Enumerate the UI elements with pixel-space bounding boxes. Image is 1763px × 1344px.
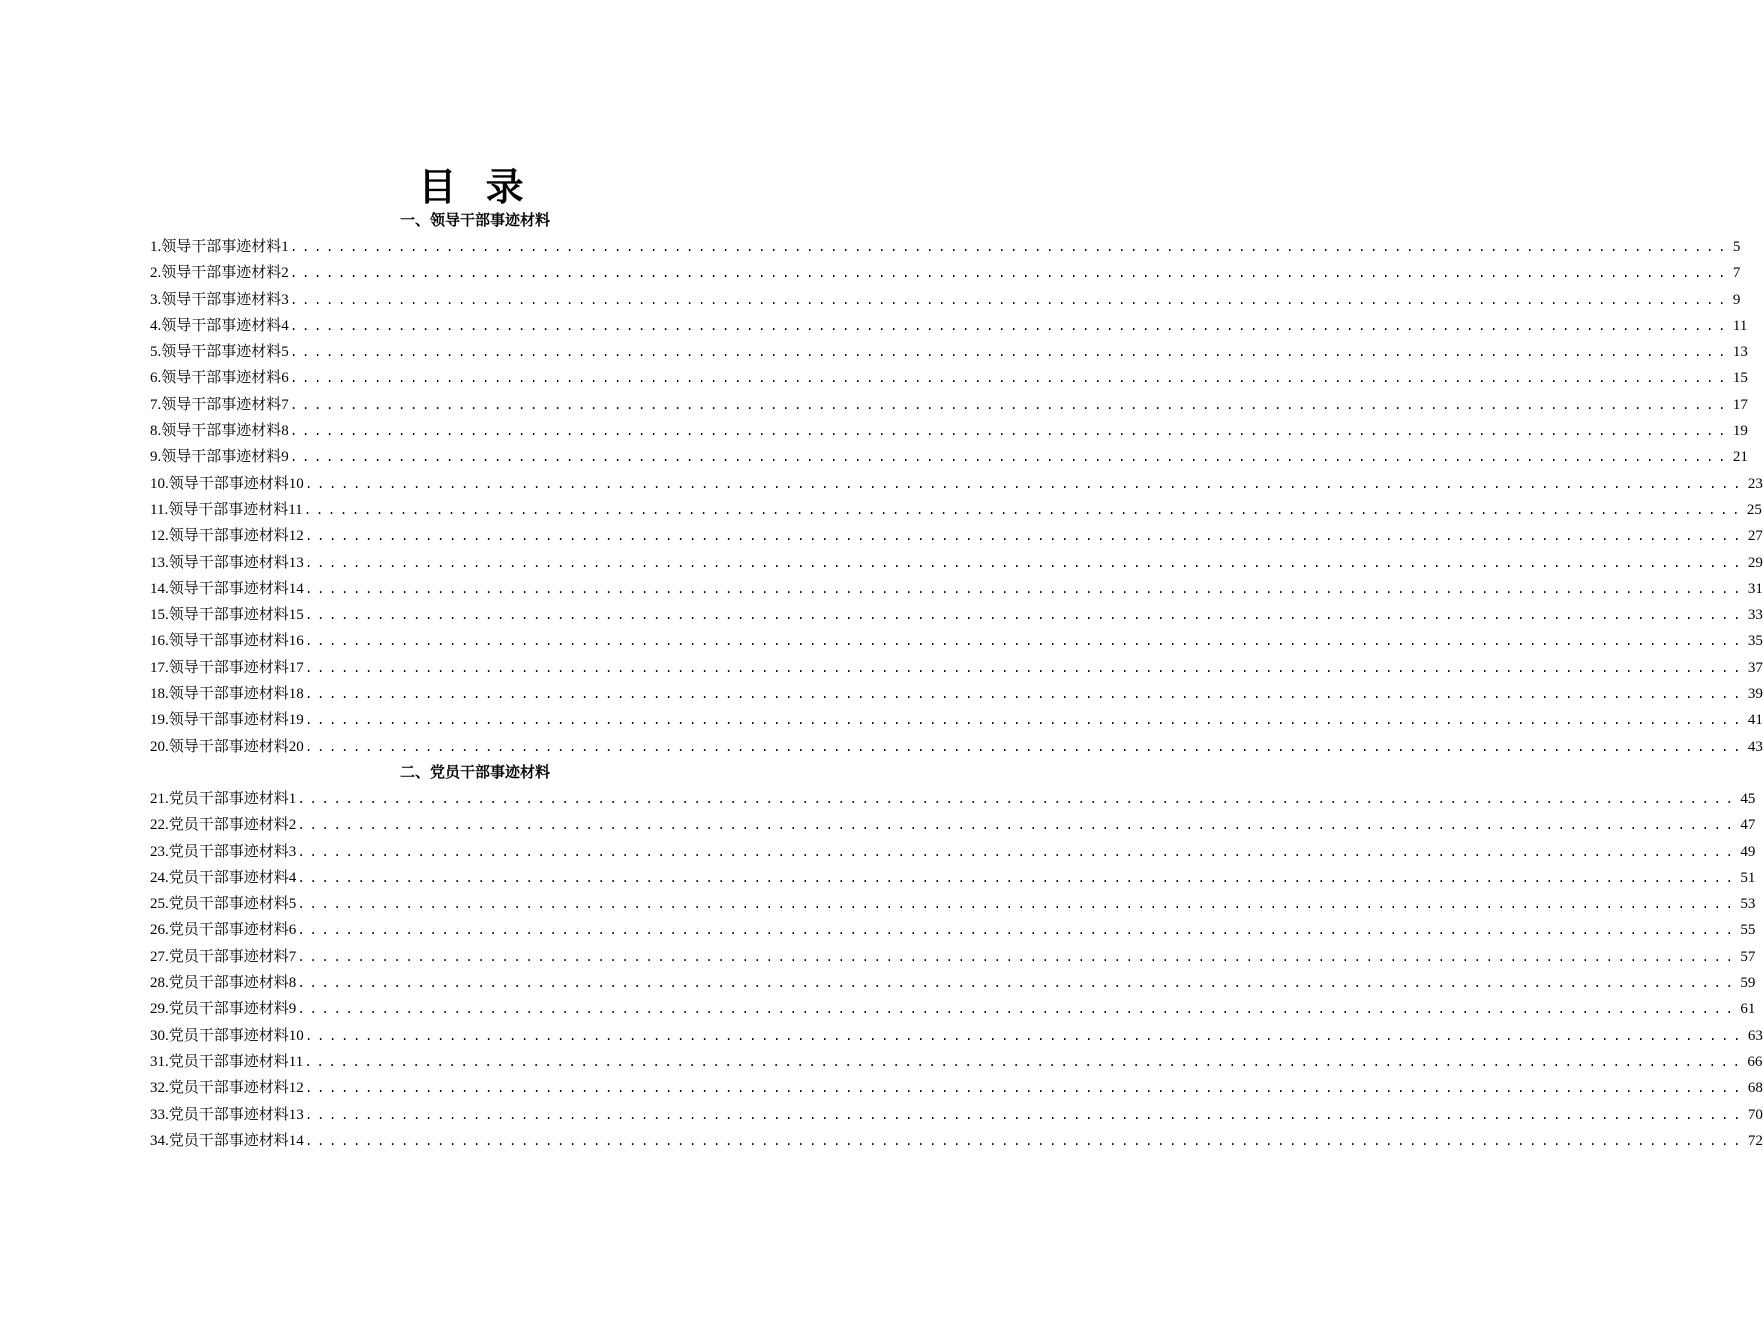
entry-title-index: 10 [288,475,304,492]
entry-title: 领导干部事迹材料 [168,473,289,492]
entry-number: 28. [150,975,169,992]
entry-number: 21. [150,791,169,807]
dot-leader: ........................................................................................................................ [303,502,1744,518]
dot-leader: ........................................................................................................................ [297,897,1738,913]
dot-leader: ........................................................................................................................ [297,1002,1738,1018]
entry-title: 党员干部事迹材料 [168,815,289,834]
entry-title-index: 12 [288,1080,304,1097]
section-heading-members: 二、党员干部事迹材料 [399,763,550,781]
dot-leader: ........................................................................................................................ [304,660,1745,676]
entry-title-index: 9 [281,449,289,466]
entry-page-number: 70 [1747,1106,1763,1123]
dot-leader: ........................................................................................................................ [304,634,1745,650]
entry-page-number: 27 [1747,528,1763,545]
entry-title: 党员干部事迹材料 [168,789,289,807]
entry-page-number: 43 [1747,738,1763,755]
toc-list-leaders [150,233,1763,759]
dot-leader: ........................................................................................................................ [289,371,1730,387]
entry-page-number: 31 [1747,580,1763,597]
entry-number: 3. [150,291,162,308]
entry-page-number: 13 [1732,344,1748,361]
entry-number: 23. [150,843,169,860]
entry-page-number: 17 [1732,396,1748,413]
entry-number: 24. [150,869,169,886]
entry-title: 领导干部事迹材料 [168,736,289,755]
toc-entry[interactable] [150,864,1756,890]
toc-entry[interactable] [150,575,1763,601]
entry-page-number: 7 [1732,265,1741,282]
dot-leader: ........................................................................................................................ [297,923,1738,939]
entry-number: 26. [150,922,169,939]
dot-leader: ........................................................................................................................ [304,1133,1745,1149]
entry-page-number: 15 [1732,370,1748,387]
entry-title-index: 11 [288,1053,304,1070]
entry-title: 领导干部事迹材料 [168,499,289,518]
toc-entry[interactable] [150,601,1763,627]
entry-page-number: 61 [1740,1001,1756,1018]
dot-leader: ........................................................................................................................ [304,713,1745,729]
entry-title-index: 7 [288,948,297,965]
entry-page-number: 41 [1747,712,1763,729]
toc-entry[interactable] [150,890,1756,916]
entry-title: 领导干部事迹材料 [168,710,289,729]
toc-entry[interactable] [150,470,1763,496]
toc-entry[interactable] [150,1127,1763,1153]
entry-page-number: 49 [1740,843,1756,860]
entry-page-number: 9 [1732,291,1741,308]
entry-page-number: 11 [1732,317,1748,334]
entry-number: 6. [150,370,162,387]
dot-leader: ........................................................................................................................ [289,424,1730,440]
entry-number: 12. [150,528,169,545]
dot-leader: ........................................................................................................................ [297,792,1738,807]
entry-number: 31. [150,1053,169,1070]
entry-page-number: 63 [1747,1027,1763,1044]
entry-title: 党员干部事迹材料 [168,894,289,913]
entry-title: 领导干部事迹材料 [161,315,282,334]
dot-leader: ........................................................................................................................ [304,608,1745,624]
toc-entry[interactable] [150,995,1756,1021]
entry-page-number: 59 [1740,975,1756,992]
dot-leader: ........................................................................................................................ [304,1054,1745,1070]
toc-entry[interactable] [150,549,1763,575]
entry-title-index: 5 [281,344,289,361]
dot-leader: ........................................................................................................................ [289,397,1730,413]
entry-title: 党员干部事迹材料 [168,973,289,992]
entry-number: 27. [150,948,169,965]
entry-title: 领导干部事迹材料 [161,421,282,440]
toc-entry[interactable] [150,1048,1763,1074]
entry-title-index: 2 [288,817,297,834]
toc-entry[interactable] [150,364,1748,390]
entry-title-index: 10 [288,1027,304,1044]
entry-title-index: 2 [281,265,289,282]
entry-title-index: 6 [288,922,297,939]
dot-leader: ........................................................................................................................ [304,555,1745,571]
dot-leader: ........................................................................................................................ [304,476,1745,492]
entry-title: 党员干部事迹材料 [168,946,289,965]
entry-number: 33. [150,1106,169,1123]
dot-leader: ........................................................................................................................ [297,844,1738,860]
entry-page-number: 66 [1747,1053,1763,1070]
entry-page-number: 25 [1746,501,1762,518]
entry-title: 领导干部事迹材料 [168,684,289,703]
toc-entry[interactable] [150,969,1756,995]
entry-title-index: 13 [288,1106,304,1123]
entry-number: 34. [150,1132,169,1149]
toc-entry[interactable] [150,1022,1763,1048]
entry-number: 30. [150,1027,169,1044]
toc-entry[interactable] [150,627,1763,653]
dot-leader: ........................................................................................................................ [289,345,1730,361]
toc-entry[interactable] [150,706,1763,732]
dot-leader: ........................................................................................................................ [297,870,1738,886]
entry-number: 32. [150,1080,169,1097]
dot-leader: ........................................................................................................................ [304,529,1745,545]
entry-page-number: 21 [1732,449,1748,466]
dot-leader: ........................................................................................................................ [297,818,1738,834]
entry-title: 领导干部事迹材料 [161,342,282,361]
dot-leader: ........................................................................................................................ [304,1028,1745,1044]
entry-number: 13. [150,554,169,571]
toc-entry[interactable] [150,338,1748,364]
entry-number: 18. [150,686,169,703]
entry-title-index: 19 [288,712,304,729]
dot-leader: ........................................................................................................................ [289,266,1730,282]
entry-number: 4. [150,317,162,334]
toc-entry[interactable] [150,916,1756,942]
entry-number: 15. [150,607,169,624]
entry-title: 党员干部事迹材料 [168,1025,289,1044]
entry-title: 领导干部事迹材料 [168,578,289,597]
entry-page-number: 55 [1740,922,1756,939]
toc-entry[interactable] [150,417,1748,443]
toc-entry[interactable] [150,1101,1763,1127]
entry-title: 党员干部事迹材料 [168,867,289,886]
entry-title-index: 15 [288,607,304,624]
entry-title-index: 3 [281,291,289,308]
entry-number: 25. [150,896,169,913]
entry-title-index: 4 [288,869,297,886]
entry-title: 领导干部事迹材料 [161,394,282,413]
entry-title-index: 16 [288,633,304,650]
entry-title-index: 1 [288,791,297,807]
entry-number: 5. [150,344,162,361]
entry-number: 16. [150,633,169,650]
entry-number: 8. [150,423,162,440]
entry-title-index: 12 [288,528,304,545]
entry-title: 领导干部事迹材料 [168,526,289,545]
entry-title-index: 18 [288,686,304,703]
entry-page-number: 33 [1747,607,1763,624]
dot-leader: ........................................................................................................................ [297,949,1738,965]
entry-number: 29. [150,1001,169,1018]
entry-number: 20. [150,738,169,755]
entry-page-number: 72 [1747,1132,1763,1149]
entry-title-index: 5 [288,896,297,913]
toc-list-members [150,785,1763,1153]
dot-leader: ........................................................................................................................ [304,1081,1745,1097]
entry-title-index: 7 [281,396,289,413]
entry-title: 党员干部事迹材料 [168,1078,289,1097]
entry-title-index: 6 [281,370,289,387]
entry-number: 11. [150,501,169,518]
toc-entry[interactable] [150,680,1763,706]
entry-title-index: 3 [288,843,297,860]
entry-title: 党员干部事迹材料 [168,1051,289,1070]
entry-title: 领导干部事迹材料 [168,552,289,571]
dot-leader: ........................................................................................................................ [289,450,1730,466]
entry-title: 领导干部事迹材料 [168,605,289,624]
entry-page-number: 23 [1747,475,1763,492]
toc-entry[interactable] [150,286,1741,312]
entry-title-index: 11 [288,501,303,518]
entry-title: 领导干部事迹材料 [168,657,289,676]
entry-page-number: 51 [1740,869,1756,886]
entry-title-index: 4 [281,317,289,334]
entry-number: 2. [150,265,162,282]
entry-number: 1. [150,239,162,255]
dot-leader: ........................................................................................................................ [297,976,1738,992]
entry-number: 7. [150,396,162,413]
entry-title: 领导干部事迹材料 [168,631,289,650]
toc-entry[interactable] [150,391,1748,417]
entry-title: 党员干部事迹材料 [168,1104,289,1123]
entry-title: 党员干部事迹材料 [168,920,289,939]
entry-number: 10. [150,475,169,492]
section-heading-leaders: 一、领导干部事迹材料 [399,211,550,229]
entry-title: 领导干部事迹材料 [161,368,282,387]
entry-title-index: 14 [288,580,304,597]
entry-page-number: 19 [1732,423,1748,440]
entry-title-index: 13 [288,554,304,571]
dot-leader: ........................................................................................................................ [289,240,1730,255]
toc-entry[interactable] [150,233,1741,259]
entry-title-index: 14 [288,1132,304,1149]
entry-title: 党员干部事迹材料 [168,999,289,1018]
entry-title-index: 9 [288,1001,297,1018]
toc-entry[interactable] [150,733,1763,759]
entry-title: 党员干部事迹材料 [168,1130,289,1149]
entry-number: 19. [150,712,169,729]
toc-entry[interactable] [150,785,1756,811]
toc-entry[interactable] [150,443,1748,469]
entry-title-index: 8 [281,423,289,440]
toc-entry[interactable] [150,1074,1763,1100]
dot-leader: ........................................................................................................................ [289,292,1730,308]
entry-page-number: 37 [1747,659,1763,676]
entry-title: 领导干部事迹材料 [161,447,282,466]
toc-entry[interactable] [150,811,1756,837]
dot-leader: ........................................................................................................................ [304,1107,1745,1123]
entry-number: 17. [150,659,169,676]
entry-page-number: 39 [1747,686,1763,703]
dot-leader: ........................................................................................................................ [304,739,1745,755]
entry-number: 9. [150,449,162,466]
toc-entry[interactable] [150,312,1748,338]
toc-entry[interactable] [150,838,1756,864]
toc-entry[interactable] [150,496,1762,522]
dot-leader: ........................................................................................................................ [304,581,1745,597]
entry-page-number: 68 [1747,1080,1763,1097]
dot-leader: ........................................................................................................................ [289,318,1730,334]
toc-entry[interactable] [150,654,1763,680]
entry-title-index: 8 [288,975,297,992]
entry-number: 14. [150,580,169,597]
dot-leader: ........................................................................................................................ [304,687,1745,703]
entry-page-number: 57 [1740,948,1756,965]
toc-entry[interactable] [150,259,1741,285]
toc-entry[interactable] [150,943,1756,969]
entry-page-number: 45 [1740,791,1756,807]
entry-page-number: 53 [1740,896,1756,913]
entry-title-index: 1 [281,239,289,255]
entry-page-number: 47 [1740,817,1756,834]
entry-page-number: 29 [1747,554,1763,571]
entry-title: 领导干部事迹材料 [161,263,282,282]
entry-number: 22. [150,817,169,834]
entry-title-index: 20 [288,738,304,755]
entry-page-number: 35 [1747,633,1763,650]
entry-title: 党员干部事迹材料 [168,841,289,860]
entry-page-number: 5 [1732,239,1741,255]
entry-title: 领导干部事迹材料 [161,237,282,255]
toc-entry[interactable] [150,522,1763,548]
entry-title: 领导干部事迹材料 [161,289,282,308]
entry-title-index: 17 [288,659,304,676]
toc-title: 目 录 [418,164,532,209]
